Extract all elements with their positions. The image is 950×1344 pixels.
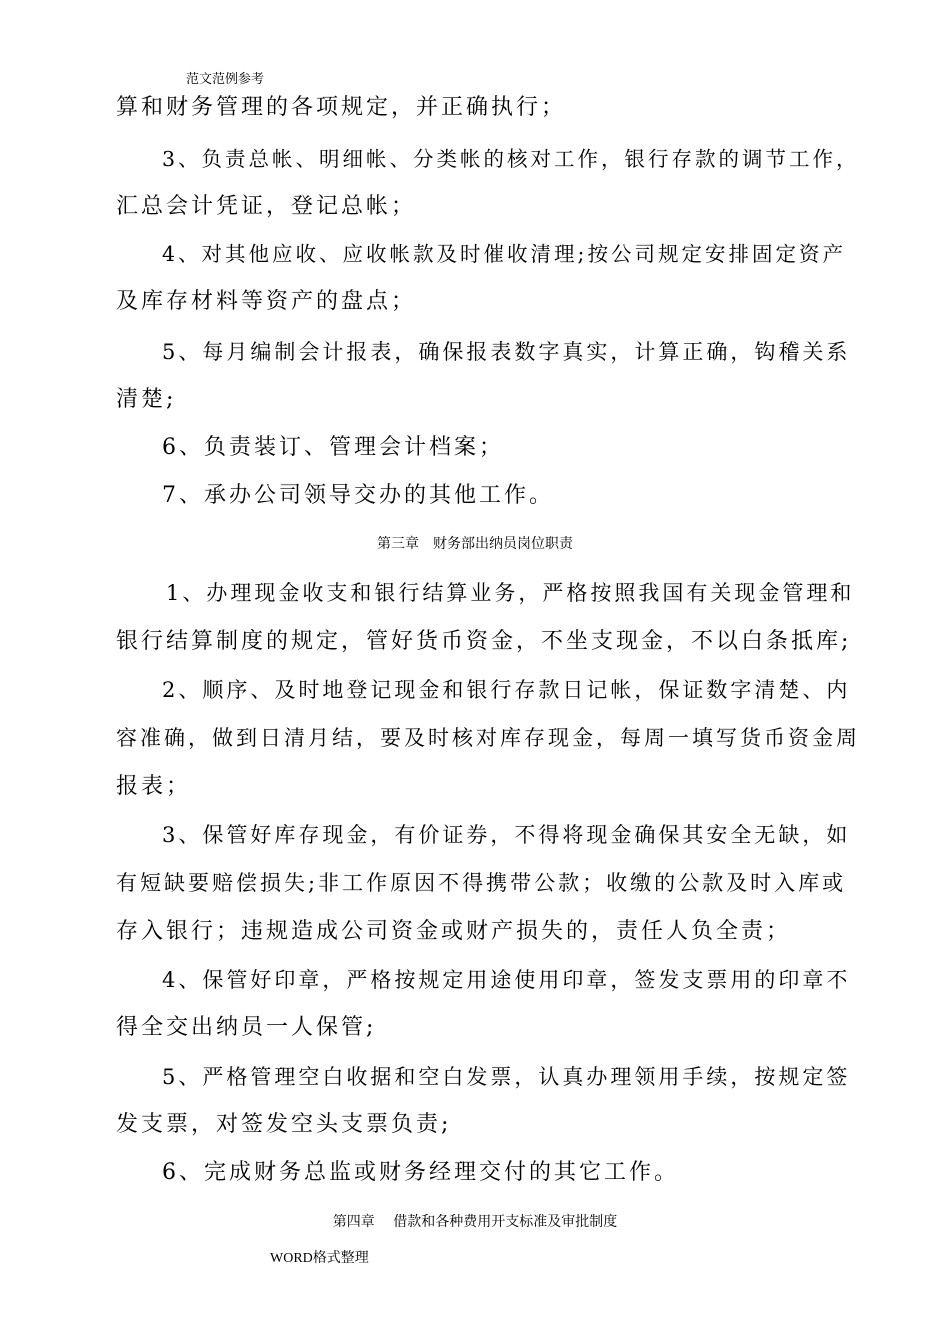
text-line: 银行结算制度的规定，管好货币资金，不坐支现金，不以白条抵库; xyxy=(116,629,852,654)
text-line: 7、承办公司领导交办的其他工作。 xyxy=(162,483,554,508)
text-line: 6、负责装订、管理会计档案； xyxy=(162,435,504,460)
text-line: 算和财务管理的各项规定，并正确执行； xyxy=(116,95,567,120)
text-line: 4、对其他应收、应收帐款及时催收清理;按公司规定安排固定资产 xyxy=(162,242,846,266)
text-line: 存入银行；违规造成公司资金或财产损失的，责任人负全责； xyxy=(116,919,792,944)
text-line: 2、顺序、及时地登记现金和银行存款日记帐，保证数字清楚、内 xyxy=(162,678,851,702)
text-line: 发支票，对签发空头支票负责; xyxy=(116,1112,452,1137)
text-line: 报表； xyxy=(116,774,192,799)
text-line: 5、每月编制会计报表，确保报表数字真实，计算正确，钩稽关系 xyxy=(162,340,851,364)
chapter-heading: 第四章 借款和各种费用开支标准及审批制度 xyxy=(332,1214,618,1230)
text-line: 及库存材料等资产的盘点； xyxy=(116,289,417,314)
text-line: 有短缺要赔偿损失;非工作原因不得携带公款；收缴的公款及时入库或 xyxy=(116,871,847,895)
text-line: 容准确，做到日清月结，要及时核对库存现金，每周一填写货币资金周 xyxy=(116,726,860,750)
text-line: 清楚; xyxy=(116,387,177,412)
footer-note: WORD格式整理 xyxy=(270,1251,369,1266)
text-line: 6、完成财务总监或财务经理交付的其它工作。 xyxy=(162,1160,679,1185)
text-line: 4、保管好印章，严格按规定用途使用印章，签发支票用的印章不 xyxy=(162,968,851,992)
text-line: 得全交出纳员一人保管; xyxy=(116,1015,377,1040)
text-line: 3、负责总帐、明细帐、分类帐的核对工作，银行存款的调节工作， xyxy=(162,147,860,171)
chapter-heading: 第三章 财务部出纳员岗位职责 xyxy=(377,536,573,552)
text-line: 3、保管好库存现金，有价证券，不得将现金确保其安全无缺，如 xyxy=(162,823,851,847)
text-line: 5、严格管理空白收据和空白发票，认真办理领用手续，按规定签 xyxy=(162,1065,851,1089)
text-line: 1、办理现金收支和银行结算业务，严格按照我国有关现金管理和 xyxy=(166,581,855,605)
header-note: 范文范例参考 xyxy=(186,71,265,86)
text-line: 汇总会计凭证，登记总帐； xyxy=(116,194,417,219)
